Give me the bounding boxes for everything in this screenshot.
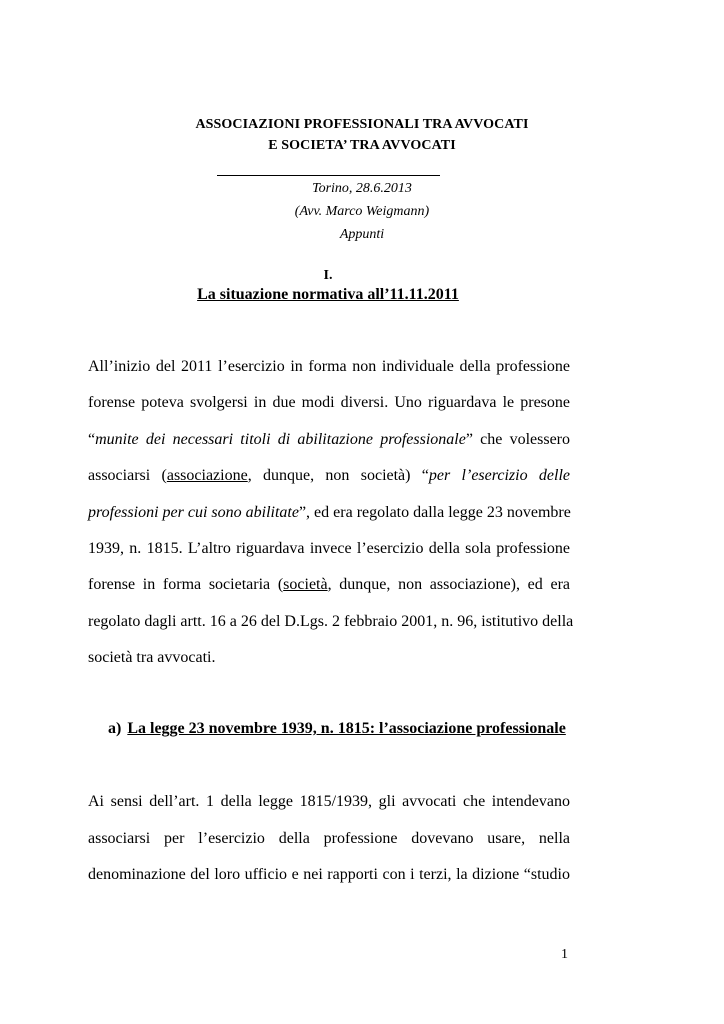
page-number: 1 — [561, 947, 568, 962]
subsection-title: La legge 23 novembre 1939, n. 1815: l’associazione professionale — [127, 720, 566, 737]
paragraph-1-line — [88, 430, 570, 450]
paragraph-1-line: forense poteva svolgersi in due modi diversi. Uno riguardava le presone — [88, 394, 570, 411]
subsection-label: a) — [108, 720, 122, 737]
paragraph-1-line — [88, 503, 570, 523]
text-run: “ — [88, 431, 96, 448]
underlined-term: società — [283, 576, 328, 593]
paragraph-2-line: associarsi per l’esercizio della professione dovevano usare, nella — [88, 830, 570, 847]
italic-quote: munite dei necessari titoli di abilitazione professionale — [95, 431, 466, 448]
section-number: I. — [323, 268, 333, 283]
text-run: associarsi ( — [88, 467, 167, 484]
paragraph-2-line: denominazione del loro ufficio e nei rapporti con i terzi, la dizione “studio — [88, 866, 570, 883]
paragraph-2-line: Ai sensi dell’art. 1 della legge 1815/1939, gli avvocati che intendevano — [88, 793, 570, 810]
text-run: forense in forma societaria ( — [88, 576, 284, 593]
paragraph-1-line: società tra avvocati. — [88, 649, 216, 666]
italic-quote: per l’esercizio delle — [428, 467, 571, 484]
author: (Avv. Marco Weigmann) — [294, 204, 430, 219]
document-note: Appunti — [339, 227, 385, 242]
paragraph-1-line — [88, 466, 570, 486]
paragraph-1-line — [88, 575, 570, 595]
section-title: La situazione normativa all’11.11.2011 — [197, 286, 459, 303]
paragraph-1-line: All’inizio del 2011 l’esercizio in forma non individuale della professione — [88, 358, 570, 375]
subsection-heading — [108, 720, 578, 738]
text-run: , dunque, non società) “ — [247, 467, 429, 484]
text-run: , dunque, non associazione), ed era — [327, 576, 571, 593]
text-run: ”, ed era regolato dalla legge 23 novembre — [298, 504, 571, 521]
text-run: ” che volessero — [465, 431, 571, 448]
paragraph-1-line: regolato dagli artt. 16 a 26 del D.Lgs. 2 febbraio 2001, n. 96, istitutivo della — [88, 613, 574, 630]
italic-quote: professioni per cui sono abilitate — [88, 504, 299, 521]
document-title-line-2: E SOCIETA’ TRA AVVOCATI — [268, 138, 456, 153]
underlined-term: associazione — [166, 467, 248, 484]
place-date: Torino, 28.6.2013 — [312, 181, 412, 196]
title-divider — [217, 175, 440, 176]
paragraph-1-line: 1939, n. 1815. L’altro riguardava invece l’esercizio della sola professione — [88, 540, 570, 557]
document-title-line-1: ASSOCIAZIONI PROFESSIONALI TRA AVVOCATI — [195, 117, 529, 132]
